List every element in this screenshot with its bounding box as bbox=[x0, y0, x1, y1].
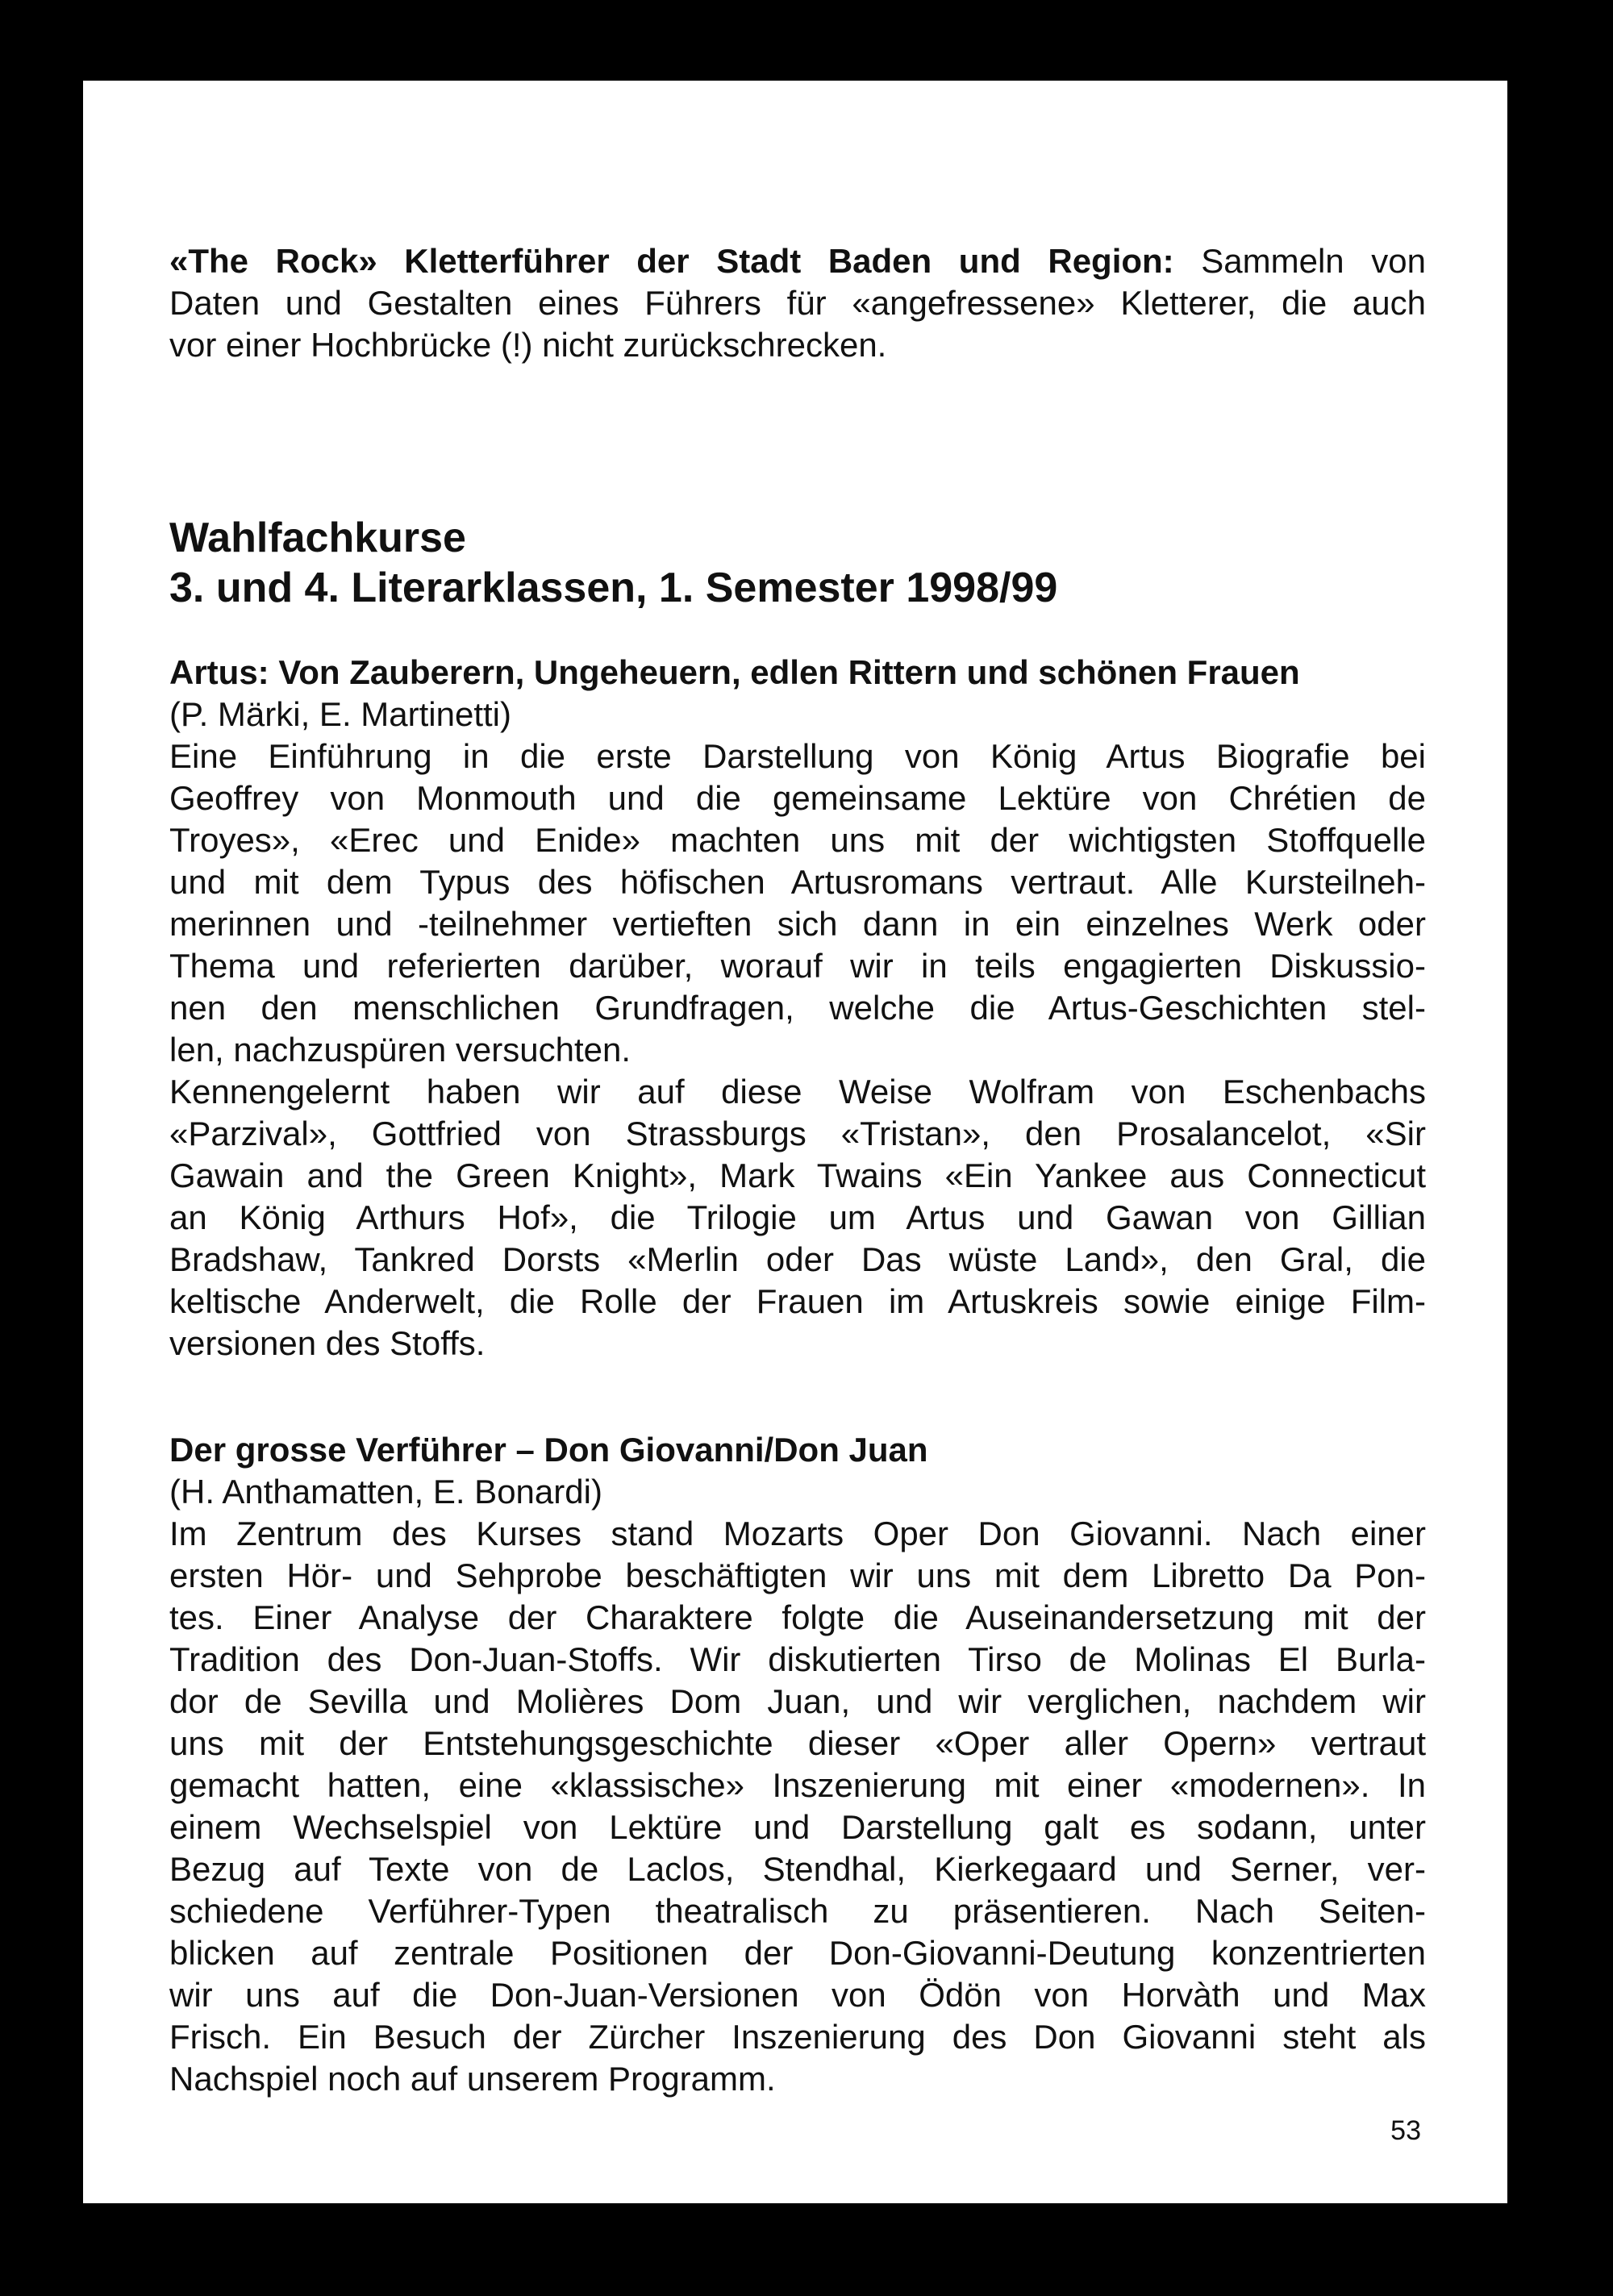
artus-course bbox=[169, 652, 1426, 1365]
rock-line-2: Daten und Gestalten eines Führers für «angefressene» Kletterer, die auch bbox=[169, 284, 1426, 322]
body-line: Bradshaw, Tankred Dorsts «Merlin oder Das wüste Land», den Gral, die bbox=[169, 1240, 1426, 1278]
section-title-line-2: 3. und 4. Literarklassen, 1. Semester 1998/99 bbox=[169, 565, 1058, 611]
body-line: schiedene Verführer-Typen theatralisch zu präsentieren. Nach Seiten- bbox=[169, 1892, 1426, 1930]
artus-title: Artus: Von Zauberern, Ungeheuern, edlen Rittern und schönen Frauen bbox=[169, 653, 1300, 691]
artus-authors: (P. Märki, E. Martinetti) bbox=[169, 695, 511, 733]
rock-line-1-rest: Sammeln von bbox=[1173, 242, 1426, 280]
body-line: nen den menschlichen Grundfragen, welche die Artus-Geschichten stel- bbox=[169, 989, 1426, 1027]
section-heading bbox=[169, 513, 1426, 613]
body-line: an König Arthurs Hof», die Trilogie um Artus und Gawan von Gillian bbox=[169, 1198, 1426, 1236]
body-line: Geoffrey von Monmouth und die gemeinsame Lektüre von Chrétien de bbox=[169, 779, 1426, 817]
don-title: Der grosse Verführer – Don Giovanni/Don Juan bbox=[169, 1431, 928, 1469]
body-line: blicken auf zentrale Positionen der Don-Giovanni-Deutung konzentrierten bbox=[169, 1934, 1426, 1972]
rock-line-1 bbox=[169, 240, 1426, 282]
body-line: «Parzival», Gottfried von Strassburgs «Tristan», den Prosalancelot, «Sir bbox=[169, 1115, 1426, 1152]
rock-line-3: vor einer Hochbrücke (!) nicht zurückschrecken. bbox=[169, 326, 887, 364]
section-title-line-1: Wahlfachkurse bbox=[169, 515, 466, 561]
body-line: Gawain and the Green Knight», Mark Twains «Ein Yankee aus Connecticut bbox=[169, 1156, 1426, 1194]
artus-body bbox=[169, 735, 1426, 1365]
body-line: Im Zentrum des Kurses stand Mozarts Oper Don Giovanni. Nach einer bbox=[169, 1515, 1426, 1552]
rock-title: «The Rock» Kletterführer der Stadt Baden und Region: bbox=[169, 242, 1174, 280]
don-authors: (H. Anthamatten, E. Bonardi) bbox=[169, 1473, 602, 1511]
body-line: einem Wechselspiel von Lektüre und Darstellung galt es sodann, unter bbox=[169, 1808, 1426, 1846]
body-line: Frisch. Ein Besuch der Zürcher Inszenierung des Don Giovanni steht als bbox=[169, 2018, 1426, 2056]
body-line: ersten Hör- und Sehprobe beschäftigten wir uns mit dem Libretto Da Pon- bbox=[169, 1556, 1426, 1594]
body-line: keltische Anderwelt, die Rolle der Frauen im Artuskreis sowie einige Film- bbox=[169, 1282, 1426, 1320]
body-line: Tradition des Don-Juan-Stoffs. Wir diskutierten Tirso de Molinas El Burla- bbox=[169, 1640, 1426, 1678]
body-line: Bezug auf Texte von de Laclos, Stendhal, Kierkegaard und Serner, ver- bbox=[169, 1850, 1426, 1888]
don-body bbox=[169, 1513, 1426, 2100]
body-line: Eine Einführung in die erste Darstellung von König Artus Biografie bei bbox=[169, 737, 1426, 775]
body-line: dor de Sevilla und Molières Dom Juan, und wir verglichen, nachdem wir bbox=[169, 1682, 1426, 1720]
body-line: Nachspiel noch auf unserem Programm. bbox=[169, 2060, 776, 2098]
body-line: Troyes», «Erec und Enide» machten uns mit der wichtigsten Stoffquelle bbox=[169, 821, 1426, 859]
body-line: Kennengelernt haben wir auf diese Weise Wolfram von Eschenbachs bbox=[169, 1073, 1426, 1110]
don-course bbox=[169, 1429, 1426, 2100]
body-line: wir uns auf die Don-Juan-Versionen von Ödön von Horvàth und Max bbox=[169, 1976, 1426, 2014]
page-number: 53 bbox=[1390, 2115, 1421, 2146]
body-line: und mit dem Typus des höfischen Artusromans vertraut. Alle Kursteilneh- bbox=[169, 863, 1426, 901]
document-page bbox=[83, 81, 1507, 2203]
body-line: len, nachzuspüren versuchten. bbox=[169, 1031, 631, 1069]
body-line: versionen des Stoffs. bbox=[169, 1324, 486, 1362]
body-line: tes. Einer Analyse der Charaktere folgte die Auseinandersetzung mit der bbox=[169, 1598, 1426, 1636]
body-line: Thema und referierten darüber, worauf wir in teils engagierten Diskussio- bbox=[169, 947, 1426, 985]
body-line: uns mit der Entstehungsgeschichte dieser «Oper aller Opern» vertraut bbox=[169, 1724, 1426, 1762]
rock-paragraph bbox=[169, 240, 1426, 366]
body-line: gemacht hatten, eine «klassische» Inszenierung mit einer «modernen». In bbox=[169, 1766, 1426, 1804]
body-line: merinnen und -teilnehmer vertieften sich dann in ein einzelnes Werk oder bbox=[169, 905, 1426, 943]
